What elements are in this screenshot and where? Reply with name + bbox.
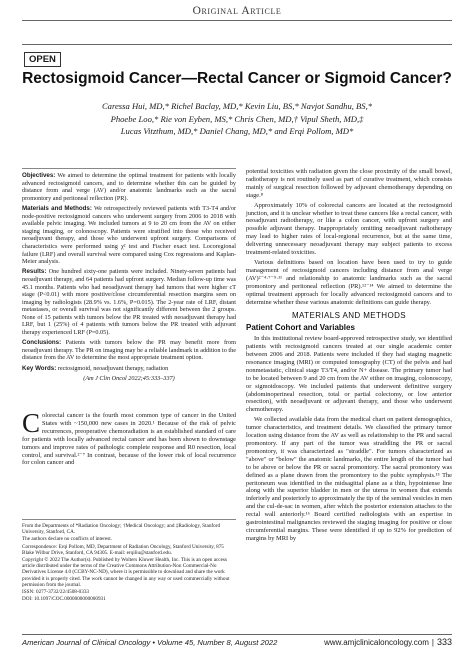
header-bottom-rule [22,44,452,45]
footnote-correspondence: Correspondence: Erqi Pollom, MD, Department of Radiation Oncology, Stanford University, 875 Blake Wilbur Drive, Stanford, CA 94305. E-mail: erqiliu@stanford.edu. [22,543,224,556]
abstract-label: Results: [22,268,47,276]
journal-website-link[interactable]: www.amjclinicaloncology.com [324,638,429,647]
right-column [246,168,452,545]
abstract [22,168,236,408]
body-paragraph: Approximately 10% of colorectal cancers are located at the rectosigmoid junction, and it is unclear whether to treat these cancers like a rectal cancer, with neoadjuvant radiotherapy, or like a colon cancer, with upfront surgery and possible adjuvant therapy. Inappropriately omitting neoadjuvant radiotherapy may lead to higher rates of local-regional recurrence, but at the same time, delivering unnecessary neoadjuvant therapy may subject patients to excess treatment-related toxicities. [246,201,452,257]
footnote-issn: ISSN: 0277-3732/22/4508-0333 [22,589,90,596]
author-line: Lucas Vitzthum, MD,* Daniel Chang, MD,* and Erqi Pollom, MD* [120,126,354,136]
abstract-text: We retrospectively reviewed patients with T3-T4 and/or node-positive rectosigmoid cancers who underwent surgery from 2006 to 2018 with available pelvic imaging. We included tumors at 9 to 20 cm from the AV on either staging imaging, or colonoscopy. Patients were stratified into those who received neoadjuvant therapy, and those who underwent upfront surgery. Comparisons of characteristics were performed using χ² test and Fischer exact test. Locoregional failure (LRF) and overall survival were compared using Cox regressions and Kaplan-Meier analysis. [22,204,236,266]
header-top-rule [22,20,452,21]
open-access-badge: OPEN [24,52,61,67]
footnotes [22,519,236,603]
introduction [22,408,236,467]
abstract-label: Conclusions: [22,339,62,347]
footnote-doi: DOI: 10.1097/COC.0000000000000931 [22,596,106,603]
author-list [60,100,414,138]
abstract-text: We aimed to determine the optimal treatment for patients with locally advanced rectosigmoid cancers, and to determine whether this can be guided by distance from anal verge (AV) and/or anatomic landmarks such as the sacral promontory and peritoneal reflection (PR). [22,172,236,202]
footer-rule [22,634,452,635]
abstract-label: Materials and Methods: [22,204,92,212]
abstract-keywords [22,365,236,373]
section-heading: MATERIALS AND METHODS [291,311,407,321]
footnote-conflicts: The authors declare no conflicts of interest. [22,536,113,543]
footnote-copyright: Copyright © 2022 The Author(s). Published by Wolters Kluwer Health, Inc. This is an open access article distributed under the terms of the Creative Commons Attribution-Non Commercial-No Derivatives License 4.0 (CCBY-NC-ND), where it is permissible to download and share the work provided it is properly cited. The work cannot be changed in any way or used commercially without permission from the journal. [22,557,230,588]
body-paragraph: Various definitions based on location have been used to try to guide management of rectosigmoid cancers including distance from anal verge (AV)²⁻⁴·⁷⁻⁹·¹¹ and relationship to anatomic landmarks such as the sacral promontory and peritoneal reflection (PR).¹²⁻¹⁴ We aimed to determine the optimal treatment approach for locally advanced rectosigmoid cancers and to determine whether these various anatomic definitions can guide therapy. [246,258,452,306]
abstract-objectives [22,172,236,202]
footer-right [324,637,452,647]
abstract-conclusions [22,339,236,362]
body-paragraph: potential toxicities with radiation given the close proximity of the small bowel, radiotherapy is not routinely used as part of curative treatment, which consists mainly of surgical resection followed by adjuvant chemotherapy depending on stage.⁸ [246,168,452,199]
abstract-text: rectosigmoid, neoadjuvant therapy, radiation [57,364,169,372]
abstract-label: Objectives: [22,172,56,179]
intro-text: olorectal cancer is the fourth most common type of cancer in the United States with ~150,000 new cases in 2020.¹ Because of the risk of pelvic recurrences, preoperative chemoradiation is an established standard of care for patients with locally advanced rectal cancer and has been shown to downstage tumors and improve rates of pathologic complete response and R0 resection, local control, and survival.²⁻⁷ In contrast, because of the lower risk of local recurrence for colon cancer and [22,412,236,467]
body-paragraph: We collected available data from the medical chart on patient demographics, tumor characteristics, and treatment details. We classified the primary tumor location using distance from the AV as well as relationship to the PR and sacral promontory. If any part of the tumor was straddling the PR or sacral promontory, it was characterized as "straddle". For tumors characterized as "above" or "below" the anatomic landmarks, the entire length of the tumor had to be above or below the PR or sacral promontory. The sacral promontory was defined as a plane drawn from the promontory to the pubic symphysis.¹⁵ The peritoneum was identified in the midsagittal plane as a thin, hypointense line along with the superior bladder in men or the uterus in women that extends inferiorly and posteriorly to approximately the tip of the seminal vesicles in men and the cul-de-sac in women, after which the posterior extension attaches to the rectal wall anteriorly.¹⁶ Board certified radiologists with an expertise in gastrointestinal malignancies reviewed the staging imaging for positive or close circumferential margins. These were identified if up to 92% for prediction of margins by MRI by [246,416,452,542]
abstract-methods [22,205,236,266]
page-number: 333 [436,637,452,647]
drop-cap: C [22,408,41,438]
abstract-text: Patients with tumors below the PR may benefit more from neoadjuvant therapy. The PR on imaging may be a reliable landmark in addition to the distance from the AV to determine the most appropriate treatment option. [22,339,236,362]
abstract-label: Key Words: [22,364,57,372]
author-line: Caressa Hui, MD,* Richel Baclay, MD,* Kevin Liu, BS,* Navjot Sandhu, BS,* [101,101,373,111]
footer-journal: American Journal of Clinical Oncology • Volume 45, Number 8, August 2022 [22,638,278,647]
abstract-results [22,268,236,336]
footer-divider: | [431,638,434,647]
abstract-text: One hundred sixty-one patients were included. Ninety-seven patients had neoadjuvant therapy, and 64 patients had upfront surgery. Median follow-up time was 45.1 months. Patients who had neoadjuvant therapy had tumors that were higher cT stage (P<0.01) with more positive/close circumferential resection margins seen on imaging by radiologists (28.9% vs. 1.6%, P=0.015). The 2-year rate of LRF, distant metastases, or overall survival was not significantly different between the 2 groups. None of 15 patients with tumors below the PR treated with neoadjuvant therapy had LRF, but 1 (25%) of 4 patients with tumors below the PR treated with adjuvant therapy experienced LRF (P=0.05). [22,268,236,337]
body-paragraph: In this institutional review board-approved retrospective study, we identified patients with rectosigmoid cancers treated at our single academic center between 2006 and 2018. Patients were included if they had staging magnetic resonance imaging (MRI) or computed tomography (CT) of the pelvis and had nonmetastatic, clinical stage T3/T4, and/or N+ disease. The primary tumor had to be located between 9 and 20 cm from the AV either on imaging, colonoscopy, or sigmoidoscopy. We included patients that underwent definitive surgery (abdominoperineal resection, total or partial colectomy, or low anterior resection), with neoadjuvant or adjuvant therapy, and those who underwent chemotherapy. [246,335,452,414]
subsection-heading: Patient Cohort and Variables [246,323,355,333]
footnote-affiliations: From the Departments of *Radiation Oncology; †Medical Oncology; and ‡Radiology, Stanford University, Stanford, CA. [22,523,221,536]
article-type-label: Original Article [192,5,282,17]
abstract-citation: (Am J Clin Oncol 2022;45:333–337) [83,374,175,382]
article-title: Rectosigmoid Cancer—Rectal Cancer or Sigmoid Cancer? [22,70,452,87]
author-line: Phoebe Loo,* Rie von Eyben, MS,* Chris Chen, MD,† Vipul Sheth, MD,‡ [110,113,364,124]
